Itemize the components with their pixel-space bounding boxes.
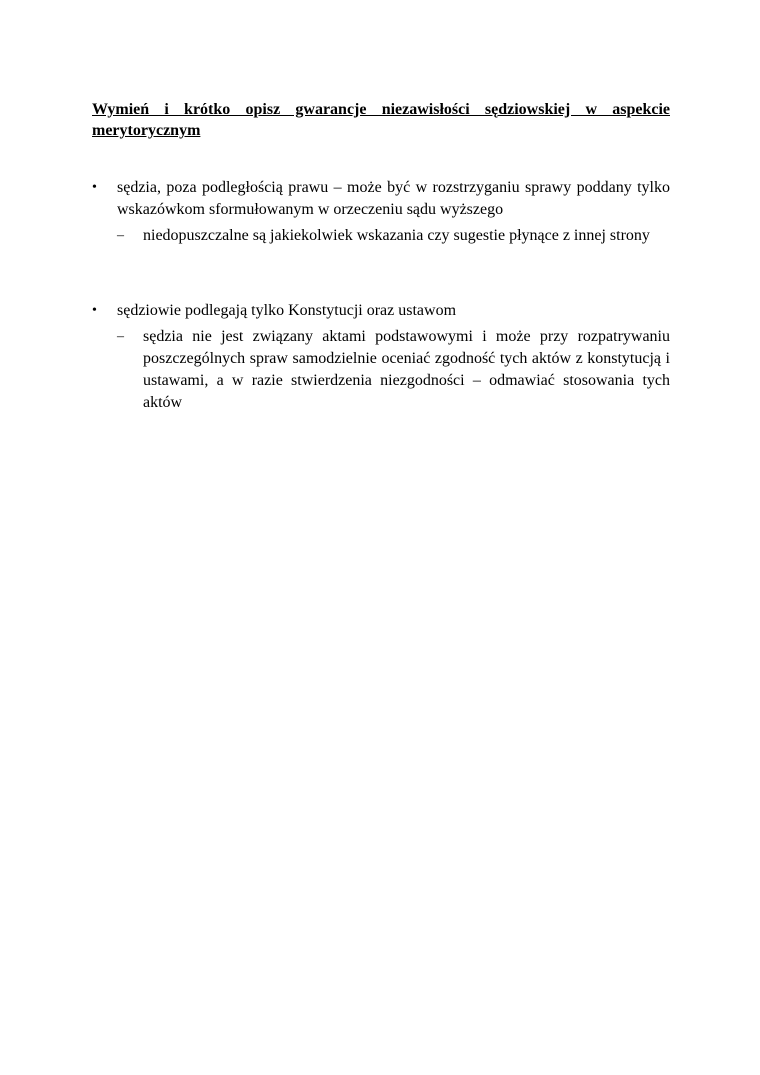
dash-icon: –: [117, 329, 124, 344]
bullet-text: sędzia, poza podległością prawu – może być w rozstrzyganiu sprawy poddany tylko wskazówkom sformułowanym w orzeczeniu sądu wyższego: [117, 179, 670, 218]
sub-item-text: niedopuszczalne są jakiekolwiek wskazania czy sugestie płynące z innej strony: [143, 227, 650, 244]
bullet-icon: •: [92, 303, 97, 318]
bullet-text: sędziowie podlegają tylko Konstytucji oraz ustawom: [117, 302, 457, 319]
sub-list-item: [92, 225, 670, 247]
bullet-point: [92, 300, 670, 322]
bullet-point: [92, 177, 670, 221]
list-item: [92, 177, 670, 247]
document-heading: Wymień i krótko opisz gwarancje niezawisłości sędziowskiej w aspekcie merytorycznym: [92, 101, 670, 139]
list-item: [92, 300, 670, 414]
bullet-icon: •: [92, 180, 97, 195]
dash-icon: –: [117, 228, 124, 243]
sub-item-text: sędzia nie jest związany aktami podstawowymi i może przy rozpatrywaniu poszczególnych spraw samodzielnie oceniać zgodność tych aktów z konstytucją i ustawami, a w razie stwierdzenia niezgodności – odmawiać stosowania tych aktów: [143, 328, 670, 411]
sub-list-item: [92, 326, 670, 414]
